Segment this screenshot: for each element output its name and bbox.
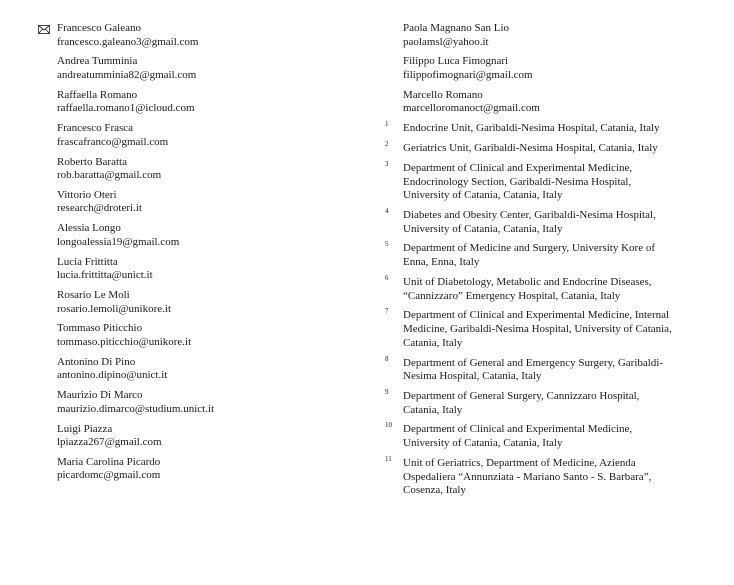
author-name: Raffaella Romano [57, 88, 138, 101]
envelope-icon [38, 25, 50, 34]
author-entry [57, 89, 357, 116]
author-entry [57, 423, 357, 450]
affiliation-entry [385, 354, 703, 384]
affiliation-line: University of Catania, Catania, Italy [403, 189, 563, 202]
author-email[interactable]: lucia.frittitta@unict.it [57, 269, 153, 282]
affiliation-line: Department of Clinical and Experimental Medicine, [403, 161, 633, 174]
author-email[interactable]: rob.baratta@gmail.com [57, 169, 162, 182]
author-email[interactable]: marcelloromanoct@gmail.com [403, 102, 540, 115]
affiliation-number: 9 [385, 388, 389, 396]
author-entry [403, 22, 703, 49]
affiliation-line: Unit of Diabetology, Metabolic and Endocrine Diseases, [403, 275, 652, 288]
affiliation-entry [385, 388, 703, 417]
author-contact-list-left [57, 22, 357, 489]
affiliation-number: 10 [385, 421, 392, 430]
author-email[interactable]: antonino.dipino@unict.it [57, 369, 168, 382]
author-contact-list-right [403, 22, 703, 116]
affiliation-line: University of Catania, Catania, Italy [403, 222, 563, 235]
affiliation-entry [385, 159, 703, 203]
affiliation-entry [385, 421, 703, 450]
affiliation-line: Department of Medicine and Surgery, University Kore of [403, 242, 656, 255]
affiliation-line: Endocrinology Section, Garibaldi-Nesima Hospital, [403, 175, 632, 188]
author-name: Maria Carolina Picardo [57, 455, 161, 468]
affiliation-line: Department of General and Emergency Surgery, Garibaldi- [403, 356, 664, 369]
author-email[interactable]: frascafranco@gmail.com [57, 135, 169, 148]
affiliation-number: 4 [385, 206, 389, 215]
author-email[interactable]: picardomc@gmail.com [57, 469, 161, 482]
right-column [385, 22, 703, 504]
author-email[interactable]: research@droteri.it [57, 202, 142, 215]
affiliations-list [385, 120, 703, 498]
affiliation-number: 8 [385, 354, 389, 363]
author-name: Paola Magnano San Lio [403, 22, 510, 34]
author-name: Filippo Luca Fimognari [403, 55, 509, 68]
author-name: Maurizio Di Marco [57, 389, 143, 402]
affiliation-number: 2 [385, 140, 389, 149]
author-name: Francesco Frasca [57, 122, 134, 135]
author-name: Alessia Longo [57, 222, 121, 235]
author-email[interactable]: raffaella.romano1@icloud.com [57, 102, 195, 115]
author-name: Andrea Tumminia [57, 55, 138, 68]
author-entry [57, 189, 357, 216]
author-entry [57, 389, 357, 416]
affiliation-line: Unit of Geriatrics, Department of Medicine, Azienda [403, 456, 636, 469]
affiliation-number: 11 [385, 454, 392, 463]
author-email[interactable]: andreatumminia82@gmail.com [57, 68, 197, 81]
author-email[interactable]: lpiazza267@gmail.com [57, 436, 162, 449]
affiliation-line: Nesima Hospital, Catania, Italy [403, 370, 542, 383]
author-entry [57, 356, 357, 383]
author-entry [57, 256, 357, 283]
author-name: Marcello Romano [403, 88, 483, 101]
affiliation-entry [385, 307, 703, 350]
author-email[interactable]: maurizio.dimarco@studium.unict.it [57, 402, 215, 415]
affiliation-entry [385, 240, 703, 269]
affiliation-line: Endocrine Unit, Garibaldi-Nesima Hospital, Catania, Italy [403, 122, 660, 135]
affiliation-line: Ospedaliera “Annunziata - Mariano Santo - S. Barbara”, [403, 470, 652, 483]
author-entry [57, 456, 357, 483]
author-name: Vittorio Oteri [57, 188, 117, 201]
affiliation-line: Medicine, Garibaldi-Nesima Hospital, University of Catania, [403, 323, 672, 336]
affiliation-line: University of Catania, Catania, Italy [403, 437, 563, 450]
affiliation-number: 7 [385, 307, 389, 316]
author-name: Luigi Piazza [57, 422, 113, 435]
affiliation-entry [385, 454, 703, 498]
author-entry [57, 122, 357, 149]
affiliation-number: 5 [385, 240, 389, 249]
author-name: Francesco Galeano [57, 22, 141, 34]
affiliation-entry [385, 206, 703, 236]
author-email[interactable]: filippofimognari@gmail.com [403, 68, 533, 81]
author-entry [403, 55, 703, 82]
author-entry [57, 222, 357, 249]
affiliation-line: Diabetes and Obesity Center, Garibaldi-Nesima Hospital, [403, 208, 656, 221]
affiliation-line: Catania, Italy [403, 403, 463, 416]
affiliation-line: Catania, Italy [403, 336, 463, 349]
author-email[interactable]: tommaso.piticchio@unikore.it [57, 335, 192, 348]
author-entry [403, 89, 703, 116]
author-email[interactable]: rosario.lemoli@unikore.it [57, 302, 171, 315]
affiliation-entry [385, 120, 703, 136]
author-name: Antonino Di Pino [57, 355, 136, 368]
author-name: Tommaso Piticchio [57, 322, 143, 335]
author-name: Rosario Le Moli [57, 289, 130, 301]
affiliation-entry [385, 273, 703, 303]
author-entry [57, 322, 357, 349]
affiliation-line: Department of General Surgery, Cannizzaro Hospital, [403, 390, 640, 402]
affiliation-line: Geriatrics Unit, Garibaldi-Nesima Hospital, Catania, Italy [403, 142, 658, 155]
author-email[interactable]: longoalessia19@gmail.com [57, 235, 180, 248]
author-entry [57, 22, 357, 49]
affiliation-line: Cosenza, Italy [403, 484, 466, 497]
author-entry [57, 55, 357, 82]
author-entry [57, 289, 357, 316]
affiliation-line: Department of Clinical and Experimental Medicine, [403, 423, 633, 436]
affiliation-entry [385, 140, 703, 156]
affiliation-line: “Cannizzaro” Emergency Hospital, Catania, Italy [403, 289, 621, 302]
author-email[interactable]: francesco.galeano3@gmail.com [57, 35, 199, 48]
author-name: Roberto Baratta [57, 155, 127, 168]
affiliation-number: 6 [385, 273, 389, 282]
affiliation-number: 1 [385, 120, 389, 129]
author-entry [57, 156, 357, 183]
affiliation-number: 3 [385, 159, 389, 168]
author-email[interactable]: paolamsl@yahoo.it [403, 35, 489, 48]
affiliation-line: Department of Clinical and Experimental Medicine, Internal [403, 309, 670, 322]
author-name: Lucia Frittitta [57, 255, 118, 268]
affiliation-line: Enna, Enna, Italy [403, 256, 480, 269]
